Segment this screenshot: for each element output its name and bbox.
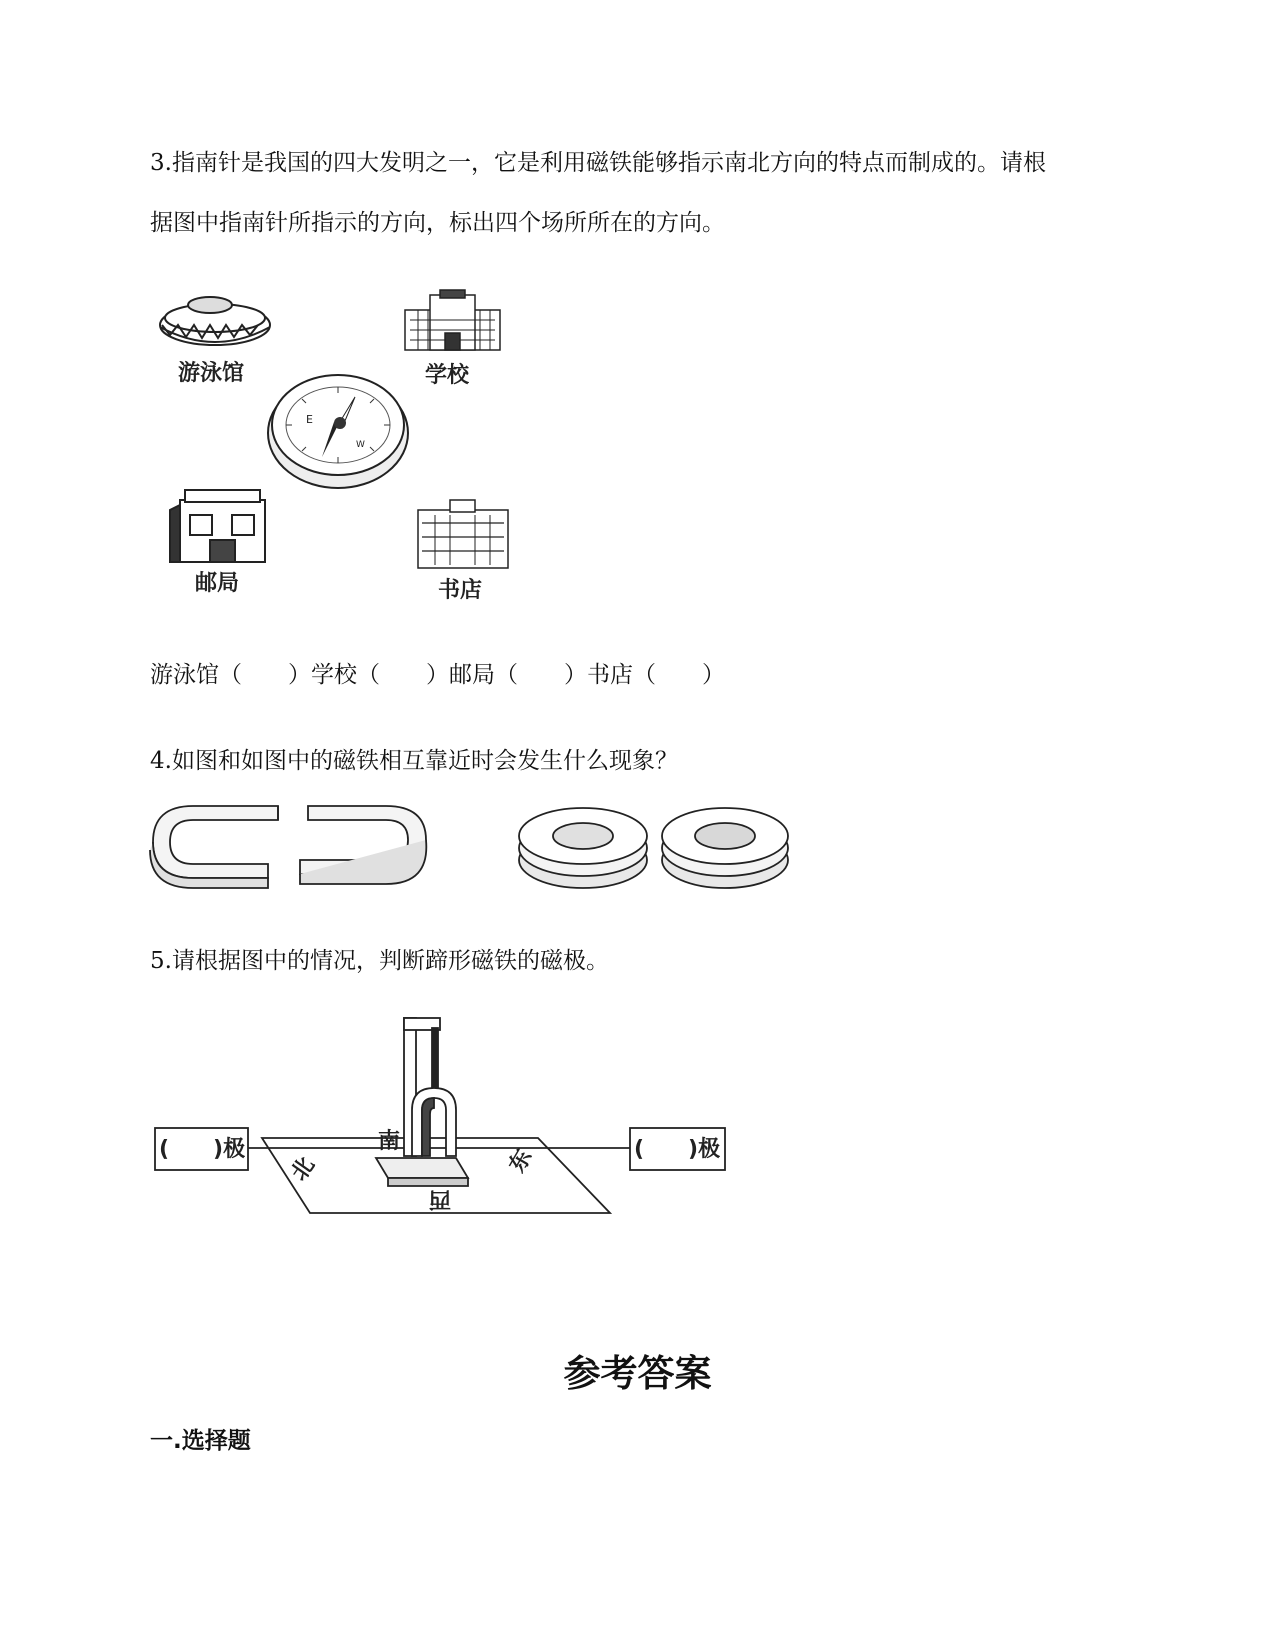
- q4-text: 4.如图和如图中的磁铁相互靠近时会发生什么现象？: [150, 748, 678, 774]
- compass-icon: [268, 375, 408, 488]
- q3-answer-row: 游泳馆（ ）学校（ ）邮局（ ）书店（ ）: [150, 662, 725, 688]
- dir-east: 东: [504, 1145, 538, 1177]
- bookstore-icon: [418, 500, 508, 568]
- swimming-hall-icon: [160, 297, 270, 345]
- q3-line-2: 据图中指南针所指示的方向，标出四个场所所在的方向。: [150, 210, 725, 236]
- left-pole-label: ( )极: [159, 1137, 246, 1162]
- horseshoe-magnet-figure: [150, 1010, 750, 1240]
- left-pole-box: [155, 1128, 248, 1170]
- dir-north: 北: [286, 1153, 320, 1186]
- label-bookstore: 书店: [438, 578, 483, 603]
- u-magnet-right-icon: [300, 806, 426, 884]
- label-swimming: 游泳馆: [178, 361, 245, 386]
- school-icon: [405, 290, 500, 350]
- answers-title: 参考答案: [563, 1351, 712, 1395]
- right-pole-box: [630, 1128, 725, 1170]
- section-multiple-choice: 一.选择题: [150, 1428, 251, 1454]
- compass-places-figure: [150, 285, 530, 615]
- ring-magnet-left-icon: [519, 808, 647, 888]
- compass-letter-w: W: [356, 440, 365, 450]
- q3-line-1: 3.指南针是我国的四大发明之一，它是利用磁铁能够指示南北方向的特点而制成的。请根: [150, 150, 1046, 176]
- post-office-icon: [170, 490, 265, 562]
- label-school: 学校: [425, 363, 470, 388]
- label-post-office: 邮局: [195, 571, 240, 596]
- q5-text: 5.请根据图中的情况，判断蹄形磁铁的磁极。: [150, 948, 609, 974]
- magnets-figure: [148, 800, 828, 900]
- dir-west: 西: [428, 1186, 451, 1211]
- compass-letter-e: E: [306, 413, 313, 426]
- right-pole-label: ( )极: [634, 1137, 721, 1162]
- ring-magnet-right-icon: [662, 808, 788, 888]
- u-magnet-left-icon: [150, 806, 278, 888]
- dir-south: 南: [378, 1129, 401, 1154]
